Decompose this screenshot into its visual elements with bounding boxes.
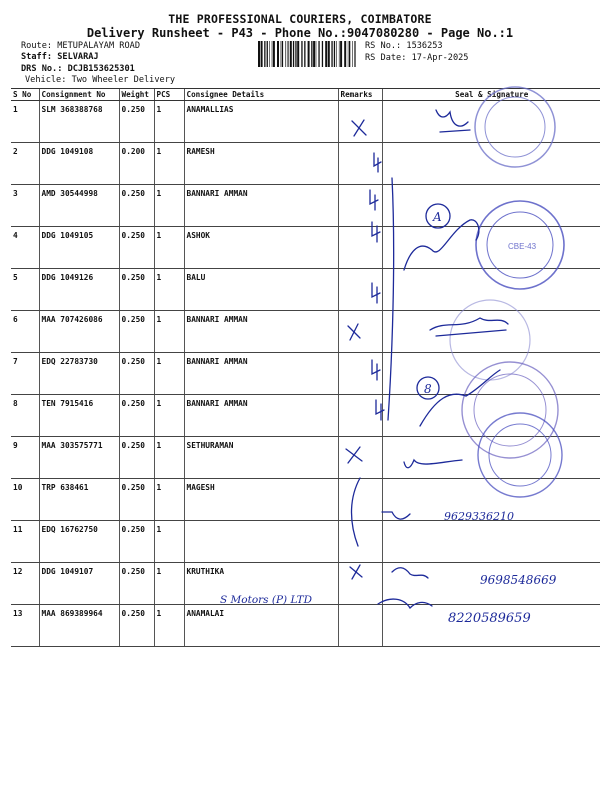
cell-sno: 5 xyxy=(11,269,39,311)
cell-remarks xyxy=(338,563,382,605)
cell-pcs: 1 xyxy=(154,353,184,395)
cell-consignment: EDQ 22783730 xyxy=(39,353,119,395)
cell-consignee: RAMESH xyxy=(184,143,338,185)
handwritten-consignee: S Motors (P) LTD xyxy=(220,594,313,606)
cell-remarks xyxy=(338,143,382,185)
cell-sno: 3 xyxy=(11,185,39,227)
col-consignee: Consignee Details xyxy=(184,89,338,101)
cell-remarks xyxy=(338,521,382,563)
cell-consignment: TEN 7915416 xyxy=(39,395,119,437)
cell-consignee: ASHOK xyxy=(184,227,338,269)
table-row xyxy=(11,479,600,521)
cell-consignee: SETHURAMAN xyxy=(184,437,338,479)
cell-sno: 2 xyxy=(11,143,39,185)
cell-seal xyxy=(382,353,600,395)
cell-sno: 10 xyxy=(11,479,39,521)
table-row xyxy=(11,143,600,185)
cell-weight: 0.250 xyxy=(119,437,154,479)
cell-consignment: TRP 638461 xyxy=(39,479,119,521)
col-consignment: Consignment No xyxy=(39,89,119,101)
company-title: THE PROFESSIONAL COURIERS, COIMBATORE xyxy=(168,12,432,26)
table-row xyxy=(11,185,600,227)
cell-consignment: MAA 869389964 xyxy=(39,605,119,647)
cell-pcs: 1 xyxy=(154,227,184,269)
cell-weight: 0.250 xyxy=(119,185,154,227)
barcode xyxy=(258,41,356,67)
cell-weight: 0.250 xyxy=(119,101,154,143)
cell-sno: 12 xyxy=(11,563,39,605)
table-row xyxy=(11,353,600,395)
cell-seal xyxy=(382,269,600,311)
col-weight: Weight xyxy=(119,89,154,101)
cell-pcs: 1 xyxy=(154,269,184,311)
table-row xyxy=(11,521,600,563)
col-remarks: Remarks xyxy=(338,89,382,101)
cell-seal xyxy=(382,311,600,353)
cell-weight: 0.250 xyxy=(119,311,154,353)
cell-remarks xyxy=(338,395,382,437)
col-seal-signature: Seal & Signature xyxy=(382,89,600,101)
cell-weight: 0.200 xyxy=(119,143,154,185)
cell-weight: 0.250 xyxy=(119,479,154,521)
cell-seal xyxy=(382,101,600,143)
runsheet-table xyxy=(11,88,600,647)
circle-letter: 8 xyxy=(424,382,432,396)
cell-pcs: 1 xyxy=(154,185,184,227)
stamp-text: CBE-43 xyxy=(508,242,537,251)
table-header-row xyxy=(11,89,600,101)
handwritten-phone: 9698548669 xyxy=(480,573,557,587)
cell-consignee: BANNARI AMMAN xyxy=(184,395,338,437)
cell-consignment: MAA 303575771 xyxy=(39,437,119,479)
cell-consignee: ANAMALLIAS xyxy=(184,101,338,143)
cell-seal xyxy=(382,395,600,437)
cell-weight: 0.250 xyxy=(119,521,154,563)
cell-sno: 9 xyxy=(11,437,39,479)
table-row xyxy=(11,101,600,143)
cell-sno: 13 xyxy=(11,605,39,647)
cell-remarks xyxy=(338,479,382,521)
cell-seal xyxy=(382,143,600,185)
cell-consignment: MAA 707426086 xyxy=(39,311,119,353)
cell-consignee: ANAMALAI xyxy=(184,605,338,647)
cell-pcs: 1 xyxy=(154,101,184,143)
route-label: Route: METUPALAYAM ROAD xyxy=(21,41,140,51)
cell-consignment: DDG 1049108 xyxy=(39,143,119,185)
cell-sno: 1 xyxy=(11,101,39,143)
col-pcs: PCS xyxy=(154,89,184,101)
table-row xyxy=(11,395,600,437)
table-row xyxy=(11,269,600,311)
cell-consignee: MAGESH xyxy=(184,479,338,521)
cell-weight: 0.250 xyxy=(119,353,154,395)
cell-consignment: SLM 368388768 xyxy=(39,101,119,143)
rs-number: RS No.: 1536253 xyxy=(365,41,443,51)
cell-weight: 0.250 xyxy=(119,395,154,437)
handwritten-phone: 8220589659 xyxy=(448,611,531,626)
cell-pcs: 1 xyxy=(154,605,184,647)
rs-date: RS Date: 17-Apr-2025 xyxy=(365,53,469,63)
cell-consignee: BALU xyxy=(184,269,338,311)
cell-consignment: DDG 1049107 xyxy=(39,563,119,605)
cell-consignment: DDG 1049105 xyxy=(39,227,119,269)
cell-pcs: 1 xyxy=(154,395,184,437)
cell-seal xyxy=(382,563,600,605)
cell-remarks xyxy=(338,353,382,395)
cell-remarks xyxy=(338,437,382,479)
cell-sno: 6 xyxy=(11,311,39,353)
cell-consignee xyxy=(184,521,338,563)
cell-seal xyxy=(382,185,600,227)
cell-weight: 0.250 xyxy=(119,605,154,647)
drs-number: DRS No.: DCJB153625301 xyxy=(21,64,135,74)
cell-pcs: 1 xyxy=(154,479,184,521)
cell-seal xyxy=(382,227,600,269)
cell-seal xyxy=(382,521,600,563)
cell-remarks xyxy=(338,101,382,143)
cell-seal xyxy=(382,605,600,647)
table-row xyxy=(11,605,600,647)
cell-sno: 4 xyxy=(11,227,39,269)
cell-seal xyxy=(382,479,600,521)
cell-consignment: EDQ 16762750 xyxy=(39,521,119,563)
cell-sno: 11 xyxy=(11,521,39,563)
handwritten-phone: 9629336210 xyxy=(444,510,514,523)
cell-weight: 0.250 xyxy=(119,227,154,269)
cell-remarks xyxy=(338,185,382,227)
col-sno: S No xyxy=(11,89,39,101)
cell-pcs: 1 xyxy=(154,563,184,605)
cell-sno: 7 xyxy=(11,353,39,395)
circle-letter: A xyxy=(433,210,442,224)
table-row xyxy=(11,437,600,479)
cell-pcs: 1 xyxy=(154,143,184,185)
runsheet-title: Delivery Runsheet - P43 - Phone No.:9047080280 - Page No.:1 xyxy=(86,26,514,40)
table-row xyxy=(11,563,600,605)
cell-remarks xyxy=(338,605,382,647)
cell-remarks xyxy=(338,269,382,311)
cell-pcs: 1 xyxy=(154,521,184,563)
cell-remarks xyxy=(338,227,382,269)
cell-pcs: 1 xyxy=(154,437,184,479)
cell-consignee: BANNARI AMMAN xyxy=(184,185,338,227)
staff-label: Staff: SELVARAJ xyxy=(21,52,99,62)
cell-weight: 0.250 xyxy=(119,269,154,311)
cell-weight: 0.250 xyxy=(119,563,154,605)
cell-consignee: BANNARI AMMAN xyxy=(184,353,338,395)
cell-consignment: AMD 30544998 xyxy=(39,185,119,227)
cell-pcs: 1 xyxy=(154,311,184,353)
cell-sno: 8 xyxy=(11,395,39,437)
cell-consignee: BANNARI AMMAN xyxy=(184,311,338,353)
table-row xyxy=(11,227,600,269)
cell-seal xyxy=(382,437,600,479)
cell-remarks xyxy=(338,311,382,353)
table-row xyxy=(11,311,600,353)
cell-consignment: DDG 1049126 xyxy=(39,269,119,311)
vehicle-label: Vehicle: Two Wheeler Delivery xyxy=(25,75,176,85)
cell-consignee: KRUTHIKA xyxy=(184,563,338,605)
